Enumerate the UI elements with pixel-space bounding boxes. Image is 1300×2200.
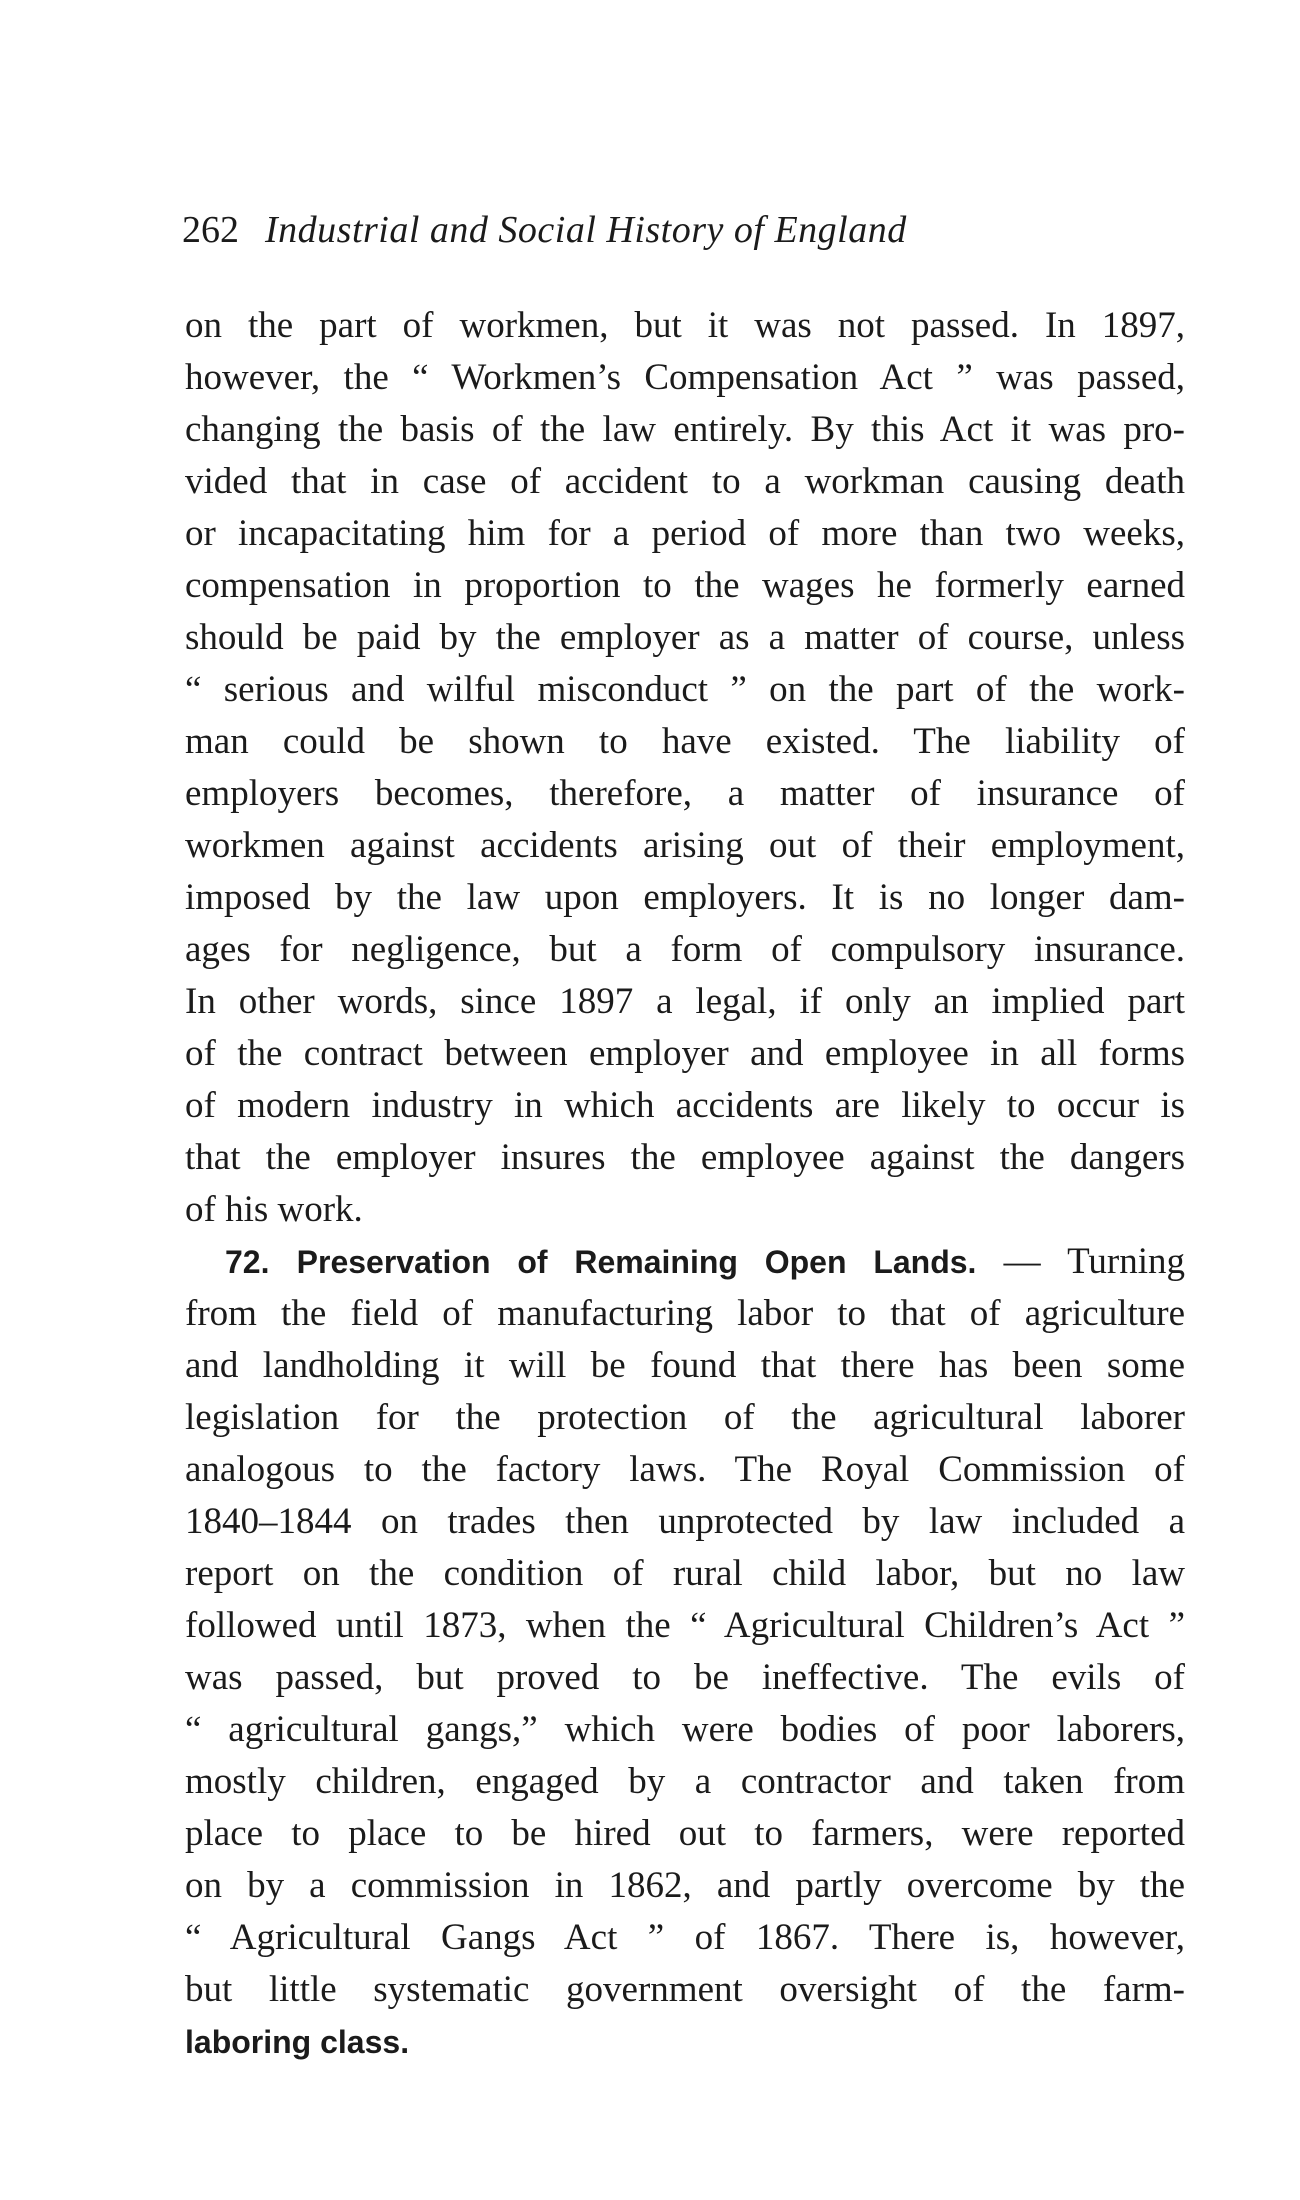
text-line: laboring class. <box>185 2024 410 2060</box>
text-line: “ agricultural gangs,” which were bodies of poor laborers, <box>185 1709 1185 1750</box>
text-line: place to place to be hired out to farmers, were reported <box>185 1813 1185 1854</box>
text-line: analogous to the factory laws. The Royal Commission of <box>185 1449 1185 1490</box>
text-line: was passed, but proved to be ineffective. The evils of <box>185 1657 1185 1698</box>
text-line: ages for negligence, but a form of compulsory insurance. <box>185 929 1185 970</box>
text-line: of modern industry in which accidents are likely to occur is <box>185 1085 1185 1126</box>
section-heading-line <box>185 1236 1185 1288</box>
text-line: but little systematic government oversight of the farm- <box>185 1969 1185 2010</box>
section-number: 72. <box>225 1244 270 1280</box>
text-line: “ serious and wilful misconduct ” on the part of the work- <box>185 669 1185 710</box>
text-line: man could be shown to have existed. The liability of <box>185 721 1185 762</box>
text-line: from the field of manufacturing labor to that of agriculture <box>185 1293 1185 1334</box>
text-line: and landholding it will be found that there has been some <box>185 1345 1185 1386</box>
section-heading: Preservation of Remaining Open Lands. <box>296 1244 977 1280</box>
text-line: imposed by the law upon employers. It is no longer dam- <box>185 877 1185 918</box>
text-line: or incapacitating him for a period of more than two weeks, <box>185 513 1185 554</box>
text-line: employers becomes, therefore, a matter of insurance of <box>185 773 1185 814</box>
running-head <box>182 205 1102 255</box>
text-line: changing the basis of the law entirely. By this Act it was pro- <box>185 409 1185 450</box>
text-line: mostly children, engaged by a contractor and taken from <box>185 1761 1185 1802</box>
text-line: should be paid by the employer as a matter of course, unless <box>185 617 1185 658</box>
text-line: of his work. <box>185 1189 363 1230</box>
running-title: Industrial and Social History of England <box>265 209 907 251</box>
text-line: on by a commission in 1862, and partly overcome by the <box>185 1865 1185 1906</box>
text-line: “ Agricultural Gangs Act ” of 1867. There is, however, <box>185 1917 1185 1958</box>
text-line: 1840–1844 on trades then unprotected by law included a <box>185 1501 1185 1542</box>
text-line: workmen against accidents arising out of their employment, <box>185 825 1185 866</box>
text-line: on the part of workmen, but it was not passed. In 1897, <box>185 305 1185 346</box>
text-line: report on the condition of rural child labor, but no law <box>185 1553 1185 1594</box>
text-line: legislation for the protection of the agricultural laborer <box>185 1397 1185 1438</box>
text-line: compensation in proportion to the wages he formerly earned <box>185 565 1185 606</box>
text-line: of the contract between employer and employee in all forms <box>185 1033 1185 1074</box>
text-line: vided that in case of accident to a workman causing death <box>185 461 1185 502</box>
text-run: — Turning <box>1003 1241 1186 1282</box>
body-text <box>185 300 1185 2068</box>
page-number: 262 <box>182 209 239 251</box>
text-line: that the employer insures the employee against the dangers <box>185 1137 1185 1178</box>
text-line: In other words, since 1897 a legal, if only an implied part <box>185 981 1185 1022</box>
text-line: followed until 1873, when the “ Agricultural Children’s Act ” <box>185 1605 1185 1646</box>
text-line: however, the “ Workmen’s Compensation Act ” was passed, <box>185 357 1185 398</box>
